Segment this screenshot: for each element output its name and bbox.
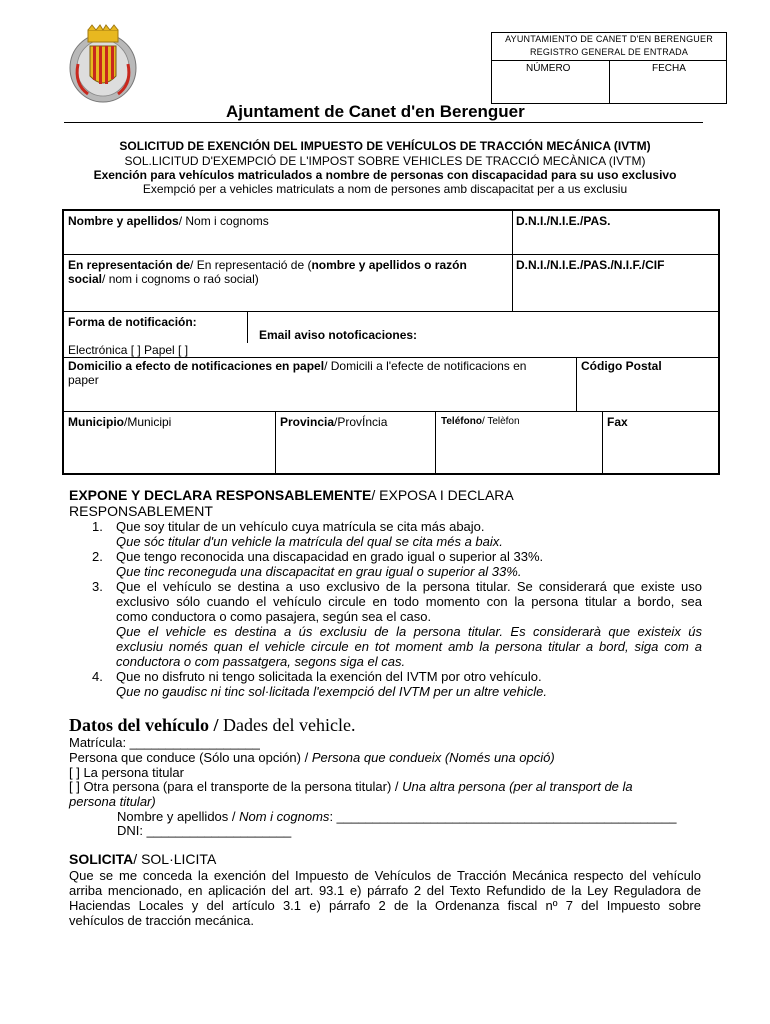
municipality-field[interactable]: Municipio/Municipi xyxy=(68,415,172,429)
declaration-item-number: 2. xyxy=(92,549,103,564)
dni-field[interactable]: D.N.I./N.I.E./PAS. xyxy=(516,214,611,228)
request-body xyxy=(69,868,701,928)
heading-es: SOLICITUD DE EXENCIÓN DEL IMPUESTO DE VEHÍCULOS DE TRACCIÓN MECÁNICA (IVTM) xyxy=(119,139,651,153)
applicant-form-table xyxy=(62,209,720,475)
driver-question: Persona que conduce (Sólo una opción) / Persona que condueix (Només una opció) xyxy=(69,750,555,765)
declaration-text-es: exclusivo sólo cuando el vehículo circule en todo momento con la persona titular a bordo, sea xyxy=(116,594,702,609)
declaration-text-es: como conductora o como pasajera, según sea el caso. xyxy=(116,609,432,624)
driver-name-field[interactable]: Nombre y apellidos / Nom i cognoms: _______________________________________________ xyxy=(117,809,677,824)
declaration-text-ca: conductora o com passatgera, segons siga el cas. xyxy=(116,654,406,669)
declaration-text-ca: Que tinc reconeguda una discapacitat en grau igual o superior al 33%. xyxy=(116,564,522,579)
notification-options[interactable]: Electrónica [ ] Papel [ ] xyxy=(68,343,189,357)
postal-code-field[interactable]: Código Postal xyxy=(581,359,662,373)
driver-dni-field[interactable]: DNI: ____________________ xyxy=(117,823,292,838)
plate-field[interactable]: Matrícula: __________________ xyxy=(69,735,260,750)
heading-ca: SOL.LICITUD D'EXEMPCIÓ DE L'IMPOST SOBRE VEHICLES DE TRACCIÓ MECÀNICA (IVTM) xyxy=(124,154,646,168)
municipal-crest-logo xyxy=(66,24,140,104)
declaration-text-ca: exclusiu només quan el vehicle circule en tot moment amb la persona titular a bord, siga com a xyxy=(116,639,702,654)
declaration-text-es: Que no disfruto ni tengo solicitada la exención del IVTM por otro vehículo. xyxy=(116,669,542,684)
declaration-text-ca: Que sóc titular d'un vehicle la matrícula del qual se cita més a baix. xyxy=(116,534,503,549)
stamp-date-label: FECHA xyxy=(652,63,686,74)
declaration-item-number: 1. xyxy=(92,519,103,534)
applicant-name-field[interactable]: Nombre y apellidos/ Nom i cognoms xyxy=(68,214,269,228)
declaration-text-es: Que soy titular de un vehículo cuya matrícula se cita más abajo. xyxy=(116,519,485,534)
province-field[interactable]: Provincia/ProvÍncia xyxy=(280,415,388,429)
phone-field[interactable]: Teléfono/ Telèfon xyxy=(441,416,520,427)
declaration-text-ca: Que no gaudisc ni tinc sol·licitada l'exempció del IVTM per un altre vehicle. xyxy=(116,684,547,699)
request-text-line: Haciendas Locales y del artículo 3.1 e) párrafo 2 de la Ordenanza fiscal nº 7 del Impuesto sobre xyxy=(69,898,701,913)
paper-address-field[interactable]: Domicilio a efecto de notificaciones en papel/ Domicili a l'efecte de notificacions en paper xyxy=(68,359,527,387)
driver-option-holder[interactable]: [ ] La persona titular xyxy=(69,765,184,780)
declaration-text-es: Que tengo reconocida una discapacidad en grado igual o superior al 33%. xyxy=(116,549,544,564)
request-text-line: Que se me conceda la exención del Impuesto de Vehículos de Tracción Mecánica respecto del vehículo xyxy=(69,868,701,883)
registry-stamp-box xyxy=(491,32,727,104)
stamp-line-2: REGISTRO GENERAL DE ENTRADA xyxy=(529,47,689,57)
request-heading: SOLICITA/ SOL·LICITA xyxy=(69,851,217,867)
representative-id-field[interactable]: D.N.I./N.I.E./PAS./N.I.F./CIF xyxy=(516,258,665,272)
stamp-number-label: NÚMERO xyxy=(526,63,571,74)
notification-method-label: Forma de notificación: xyxy=(68,315,197,329)
fax-field[interactable]: Fax xyxy=(607,415,628,429)
request-text-line: vehículos de tracción mecánica. xyxy=(69,913,254,928)
vehicle-data-heading: Datos del vehículo / Dades del vehicle. xyxy=(69,715,356,735)
subheading-ca: Exempció per a vehicles matriculats a nom de persones amb discapacitat per a us exclusiu xyxy=(142,182,628,196)
declaration-heading: EXPONE Y DECLARA RESPONSABLEMENTE/ EXPOSA I DECLARA RESPONSABLEMENT xyxy=(69,487,514,519)
email-notice-field[interactable]: Email aviso notoficaciones: xyxy=(259,328,418,342)
subheading-es: Exención para vehículos matriculados a nombre de personas con discapacidad para su uso exclusivo xyxy=(93,168,677,182)
declaration-item-number: 3. xyxy=(92,579,103,594)
request-text-line: arriba mencionado, en aplicación del art. 93.1 e) párrafo 2 del Texto Refundido de la Ley Reguladora de xyxy=(69,883,701,898)
declaration-item-number: 4. xyxy=(92,669,103,684)
stamp-line-1: AYUNTAMIENTO DE CANET D'EN BERENGUER xyxy=(505,34,713,44)
page-title: Ajuntament de Canet d'en Berenguer xyxy=(226,102,525,121)
title-divider xyxy=(64,122,703,123)
representative-field[interactable]: En representación de/ En representació de (nombre y apellidos o razón social/ nom i cognoms o raó social) xyxy=(68,258,467,286)
declaration-text-ca: Que el vehicle es destina a ús exclusiu de la persona titular. Es considerarà que existeix ús xyxy=(116,624,702,639)
declaration-text-es: Que el vehículo se destina a uso exclusivo de la persona titular. Se considerará que existe uso xyxy=(116,579,702,594)
driver-option-other[interactable]: [ ] Otra persona (para el transporte de la persona titular) / Una altra persona (per al transport de la persona titular) xyxy=(69,779,633,809)
